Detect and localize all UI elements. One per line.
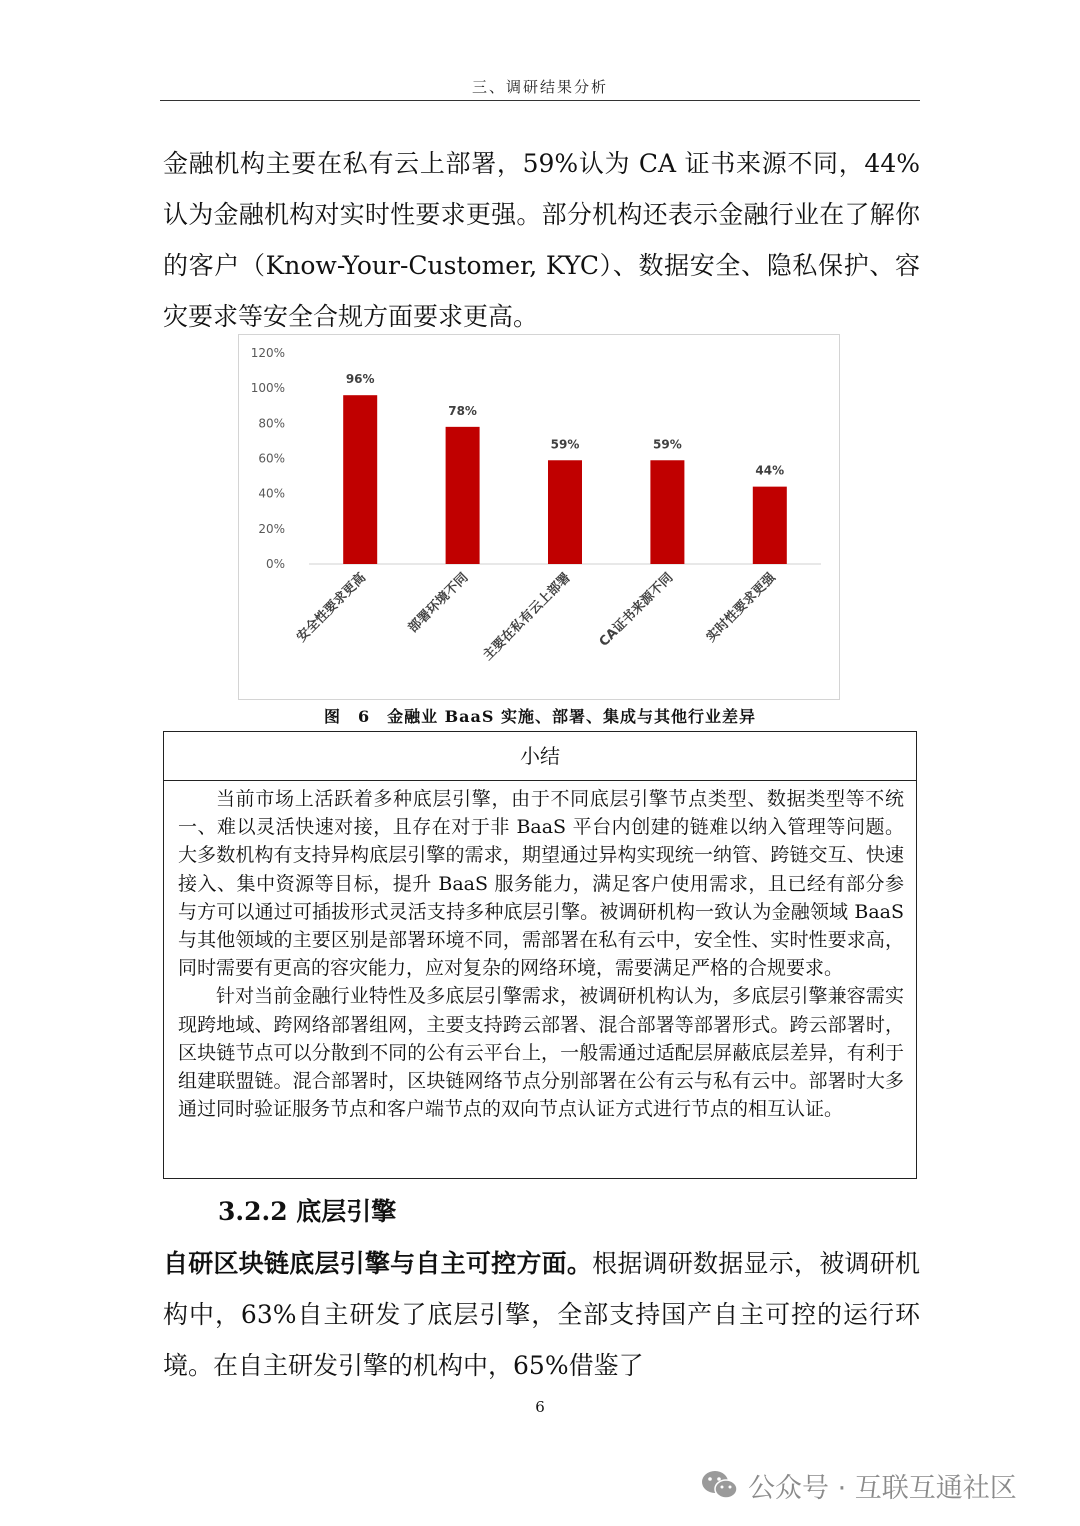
section-heading: 3.2.2 底层引擎 bbox=[218, 1197, 397, 1226]
data-label: 44% bbox=[755, 463, 785, 478]
category-label: 安全性要求更高 bbox=[294, 570, 370, 646]
bar-chart bbox=[238, 334, 840, 700]
paragraph-rest: 根据调研数据显示，被调研机构中，63%自主研发了底层引擎，全部支持国产自主可控的运行环境。在自主研发引擎的机构中，65%借鉴了 bbox=[163, 1249, 920, 1380]
bar bbox=[343, 395, 377, 564]
category-label: CA证书来源不同 bbox=[596, 570, 677, 650]
y-tick-label: 0% bbox=[265, 557, 285, 571]
summary-body bbox=[164, 781, 916, 1123]
data-label: 96% bbox=[345, 372, 375, 387]
summary-paragraph-1: 当前市场上活跃着多种底层引擎，由于不同底层引擎节点类型、数据类型等不统一、难以灵活快速对接，且存在对于非 BaaS 平台内创建的链难以纳入管理等问题。大多数机构有支持异构底层引擎的需求，期望通过异构实现统一纳管、跨链交互、快速接入、集中资源等目标，提升 BaaS 服务能力，满足客户使用需求，且已经有部分参与方可以通过可插拔形式灵活支持多种底层引擎。被调研机构一致认为金融领域 BaaS 与其他领域的主要区别是部署环境不同，需部署在私有云中，安全性、实时性要求高，同时需要有更高的容灾能力，应对复杂的网络环境，需要满足严格的合规要求。 bbox=[178, 788, 904, 980]
summary-title: 小结 bbox=[164, 732, 916, 781]
bar bbox=[548, 460, 582, 564]
page-number: 6 bbox=[535, 1398, 545, 1416]
summary-box bbox=[163, 731, 917, 1179]
bar bbox=[650, 460, 684, 564]
body-paragraph-1: 金融机构主要在私有云上部署，59%认为 CA 证书来源不同，44%认为金融机构对实时性要求更强。部分机构还表示金融行业在了解你的客户（Know-Your-Customer, KYC）、数据安全、隐私保护、容灾要求等安全合规方面要求更高。 bbox=[163, 149, 920, 331]
y-tick-label: 20% bbox=[258, 521, 285, 536]
category-label: 实时性要求更强 bbox=[703, 570, 779, 646]
y-tick-label: 40% bbox=[258, 486, 285, 501]
figure-caption: 图 6 金融业 BaaS 实施、部署、集成与其他行业差异 bbox=[323, 707, 757, 726]
category-label: 主要在私有云上部署 bbox=[480, 570, 574, 664]
wechat-watermark bbox=[700, 1460, 1017, 1510]
paragraph-lead: 自研区块链底层引擎与自主可控方面。 bbox=[163, 1249, 593, 1278]
running-header: 三、调研结果分析 bbox=[160, 76, 920, 101]
bar bbox=[446, 427, 480, 564]
body-paragraph-2 bbox=[163, 1238, 920, 1391]
y-tick-label: 120% bbox=[250, 346, 285, 360]
watermark-text: 公众号 · 互联互通社区 bbox=[748, 1472, 1017, 1504]
data-label: 59% bbox=[653, 437, 682, 452]
summary-paragraph-2: 针对当前金融行业特性及多底层引擎需求，被调研机构认为，多底层引擎兼容需实现跨地域、跨网络部署组网，主要支持跨云部署、混合部署等部署形式。跨云部署时，区块链节点可以分散到不同的公有云平台上，一般需通过适配层屏蔽底层差异，有利于组建联盟链。混合部署时，区块链网络节点分别部署在公有云与私有云中。部署时大多通过同时验证服务节点和客户端节点的双向节点认证方式进行节点的相互认证。 bbox=[178, 985, 904, 1121]
data-label: 59% bbox=[550, 437, 580, 452]
chart-canvas bbox=[239, 335, 839, 699]
category-label: 部署环境不同 bbox=[405, 570, 472, 636]
y-tick-label: 100% bbox=[250, 381, 285, 396]
bar bbox=[753, 487, 787, 564]
wechat-icon bbox=[700, 1468, 740, 1502]
y-tick-label: 60% bbox=[258, 451, 285, 466]
data-label: 78% bbox=[448, 403, 477, 418]
y-tick-label: 80% bbox=[258, 416, 285, 431]
